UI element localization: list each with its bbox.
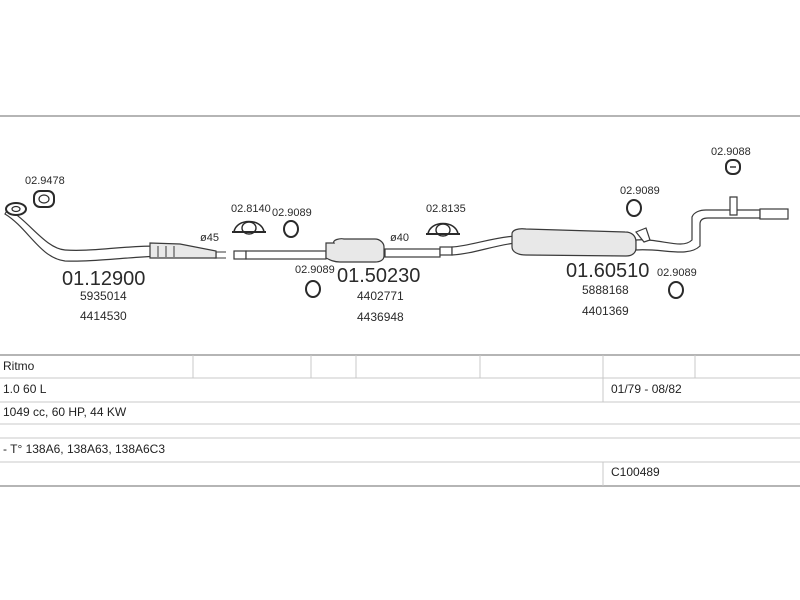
manifold-flange [6,203,26,215]
hanger-02-9089-c [627,200,641,216]
part-ref-02-9089: 02.9089 [657,267,697,279]
part-ref-01-12900: 01.12900 [62,268,146,290]
oe-number: 5935014 [80,289,127,303]
gasket-02-9478 [34,191,54,207]
part-ref-02-9088: 02.9088 [711,146,751,158]
vehicle-table-grid [0,355,800,486]
diameter-label: ø45 [200,232,219,244]
engine-types: - T° 138A6, 138A63, 138A6C3 [3,442,166,456]
diameter-label: ø40 [390,232,409,244]
kit-code: C100489 [611,465,660,479]
rear-silencer [512,229,636,256]
part-ref-02-9089: 02.9089 [272,207,312,219]
engine-label: 1.0 60 L [3,382,47,396]
front-pipe [5,209,226,261]
oe-number: 5888168 [582,283,629,297]
part-ref-02-9478: 02.9478 [25,175,65,187]
part-ref-02-8140: 02.8140 [231,203,271,215]
tail-pipe [636,197,788,252]
oe-number: 4436948 [357,310,404,324]
part-ref-02-9089: 02.9089 [295,264,335,276]
vehicle-model: Ritmo [3,359,35,373]
hanger-02-9089-b [306,281,320,297]
hanger-02-9089-a [284,221,298,237]
hanger-02-9089-d [669,282,683,298]
rear-pipe-inlet [440,236,515,255]
oe-number: 4402771 [357,289,404,303]
hanger-02-9088 [726,160,740,174]
part-ref-01-60510: 01.60510 [566,260,650,282]
part-ref-02-8135: 02.8135 [426,203,466,215]
clamp-02-8135 [426,224,460,237]
part-ref-01-50230: 01.50230 [337,265,421,287]
oe-number: 4414530 [80,309,127,323]
production-period: 01/79 - 08/82 [611,382,682,396]
oe-number: 4401369 [582,304,629,318]
centre-silencer [326,239,384,262]
clamp-02-8140 [232,222,266,235]
part-ref-02-9089: 02.9089 [620,185,660,197]
engine-spec: 1049 cc, 60 HP, 44 KW [3,405,127,419]
